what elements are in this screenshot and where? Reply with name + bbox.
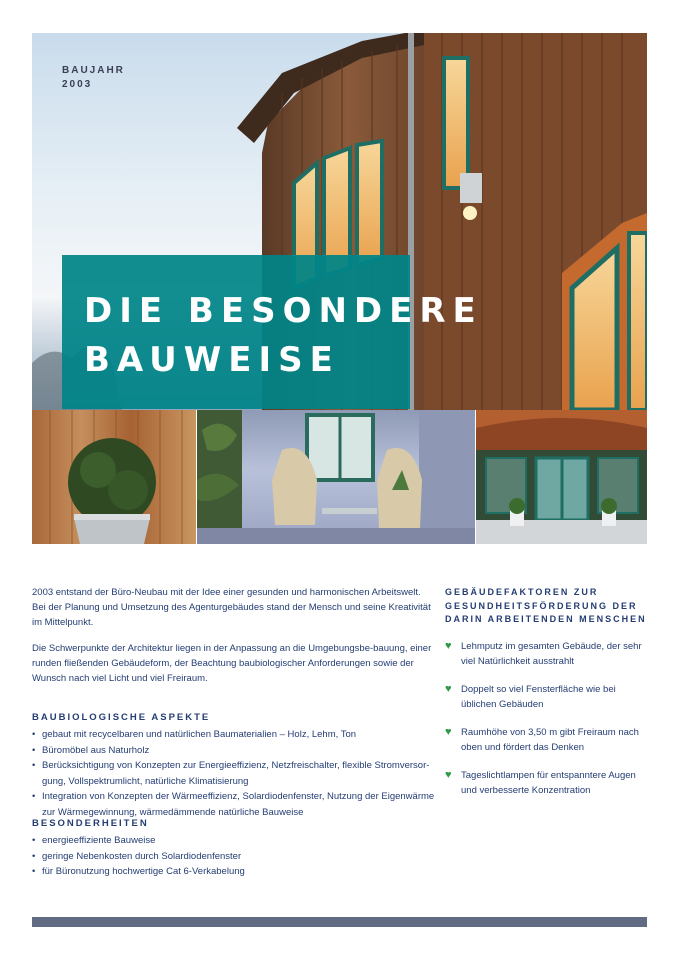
section-heading: BAUBIOLOGISCHE ASPEKTE (32, 712, 211, 723)
year-label: BAUJAHR 2003 (62, 65, 125, 90)
heart-icon: ♥ (445, 639, 452, 652)
entrance-illustration (476, 410, 647, 544)
list-item: • geringe Nebenkosten durch Solardiodenfenster (32, 849, 442, 865)
section-baubiologische-aspekte (32, 712, 442, 820)
factor-item (445, 639, 650, 669)
list-item: • gebaut mit recycelbaren und natürlichen Baumaterialien – Holz, Lehm, Ton (32, 727, 442, 743)
factor-item (445, 682, 650, 712)
photo-boxwood-plant (32, 410, 196, 544)
heart-icon: ♥ (445, 682, 452, 695)
page-title (84, 287, 483, 385)
factor-item (445, 768, 650, 798)
photo-interior-chairs (197, 410, 475, 544)
section-heading: BESONDERHEITEN (32, 818, 149, 829)
title-line-1: DIE BESONDERE (84, 291, 483, 331)
factor-text: Doppelt so viel Fensterfläche wie bei üblichen Gebäuden (461, 683, 616, 710)
aspect-list (32, 727, 442, 820)
sidebar-health-factors (445, 586, 650, 811)
factor-text: Tageslichtlampen für entspanntere Augen und verbesserte Konzentration (461, 769, 636, 796)
heart-icon: ♥ (445, 768, 452, 781)
section-besonderheiten (32, 818, 442, 880)
list-item: • Integration von Konzepten der Wärmeeffizienz, Solardiodenfenster, Nutzung der Eigenwärme zur Wärmegewinnung, wärmedämmende natürliche Bauweise (32, 789, 442, 820)
feature-list (32, 833, 442, 880)
photo-entrance (476, 410, 647, 544)
boxwood-illustration (32, 410, 196, 544)
list-item: • Berücksichtigung von Konzepten zur Energieeffizienz, Netzfreischalter, flexible Stromversor-gung, Vollspektrumlicht, natürliche Klimatisierung (32, 758, 442, 789)
intro-text (32, 585, 432, 697)
heart-icon: ♥ (445, 725, 452, 738)
intro-paragraph: Die Schwerpunkte der Architektur liegen in der Anpassung an die Umgebungsbe-bauung, einer runden fließenden Gebäudeform, der Beachtung baubiologischer Anforderungen sowie der Wunsch nach viel Licht und viel Freiraum. (32, 643, 432, 684)
intro-paragraph: 2003 entstand der Büro-Neubau mit der Idee einer gesunden und harmonischen Arbeitswelt. Bei der Planung und Umsetzung des Agenturgebäudes stand der Mensch und seine Kreativität im Mittelpunkt. (32, 587, 431, 628)
interior-illustration (197, 410, 475, 544)
list-item: • für Büronutzung hochwertige Cat 6-Verkabelung (32, 864, 442, 880)
factor-text: Lehmputz im gesamten Gebäude, der sehr viel Natürlichkeit ausstrahlt (461, 640, 642, 667)
footer-bar (32, 917, 647, 927)
list-item: • Büromöbel aus Naturholz (32, 743, 442, 759)
list-item: • energieeffiziente Bauweise (32, 833, 442, 849)
sidebar-heading: GEBÄUDEFAKTOREN ZUR GESUNDHEITSFÖRDERUNG DER DARIN ARBEITENDEN MENSCHEN (445, 587, 647, 624)
title-line-2: BAUWEISE (84, 340, 340, 380)
factor-item (445, 725, 650, 755)
factor-text: Raumhöhe von 3,50 m gibt Freiraum nach oben und fördert das Denken (461, 726, 639, 753)
